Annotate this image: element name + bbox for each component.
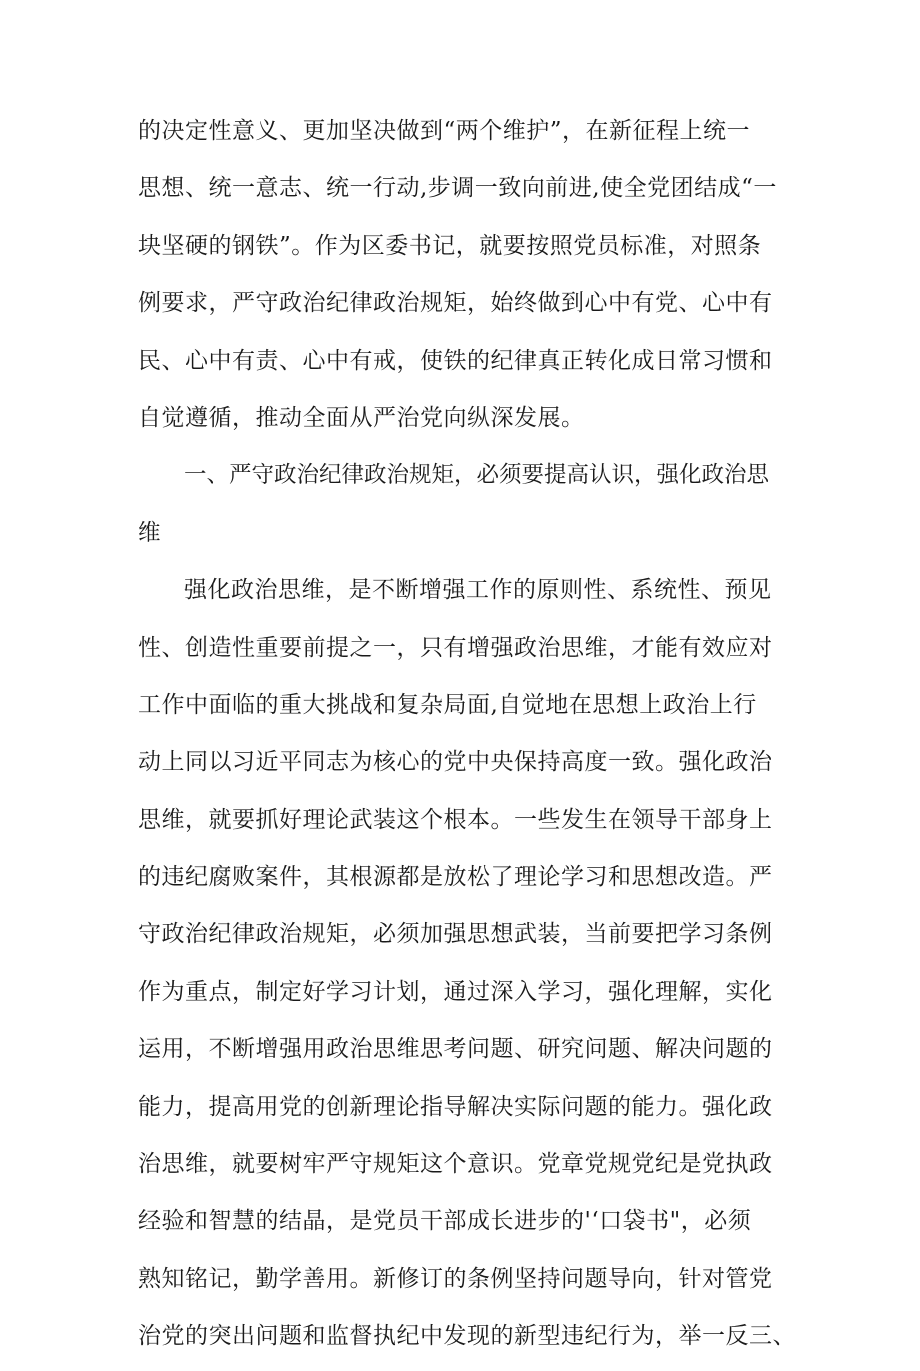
paragraph-line: 自觉遵循，推动全面从严治党向纵深发展。 [138,404,585,431]
paragraph-line: 熟知铭记，勤学善用。新修订的条例坚持问题导向，针对管党 [138,1265,773,1292]
paragraph-line: 强化政治思维，是不断增强工作的原则性、系统性、预见 [184,577,772,604]
paragraph-line: 运用，不断增强用政治思维思考问题、研究问题、解决问题的 [138,1036,773,1063]
paragraph-line: 例要求，严守政治纪律政治规矩，始终做到心中有党、心中有 [138,290,773,317]
paragraph-line: 块坚硬的钢铁”。作为区委书记，就要按照党员标准，对照条 [138,232,762,259]
paragraph-line: 思维，就要抓好理论武装这个根本。一些发生在领导干部身上 [138,806,773,833]
section-heading: 一、严守政治纪律政治规矩，必须要提高认识，强化政治思 [184,462,770,489]
paragraph-line: 作为重点，制定好学习计划，通过深入学习，强化理解，实化 [138,978,773,1005]
paragraph-line: 思想、统一意志、统一行动,步调一致向前进,使全党团结成“一 [138,175,777,202]
paragraph-line: 性、创造性重要前提之一，只有增强政治思维，才能有效应对 [138,634,773,661]
paragraph-line: 动上同以习近平同志为核心的党中央保持高度一致。强化政治 [138,749,773,776]
paragraph-line: 经验和智慧的结晶，是党员干部成长进步的'‘口袋书"，必须 [138,1208,752,1235]
section-heading-continued: 维 [138,519,161,546]
paragraph-line: 工作中面临的重大挑战和复杂局面,自觉地在思想上政治上行 [138,691,757,718]
paragraph-line: 民、心中有责、心中有戒，使铁的纪律真正转化成日常习惯和 [138,347,773,374]
paragraph-line: 能力，提高用党的创新理论指导解决实际问题的能力。强化政 [138,1093,773,1120]
paragraph-line: 治党的突出问题和监督执纪中发现的新型违纪行为，举一反三、 [138,1323,796,1350]
paragraph-line: 的违纪腐败案件，其根源都是放松了理论学习和思想改造。严 [138,864,773,891]
paragraph-line: 治思维，就要树牢严守规矩这个意识。党章党规党纪是党执政 [138,1151,773,1178]
paragraph-line: 守政治纪律政治规矩，必须加强思想武装，当前要把学习条例 [138,921,773,948]
document-body [138,108,798,1371]
paragraph-line: 的决定性意义、更加坚决做到“两个维护”，在新征程上统一 [138,118,751,144]
